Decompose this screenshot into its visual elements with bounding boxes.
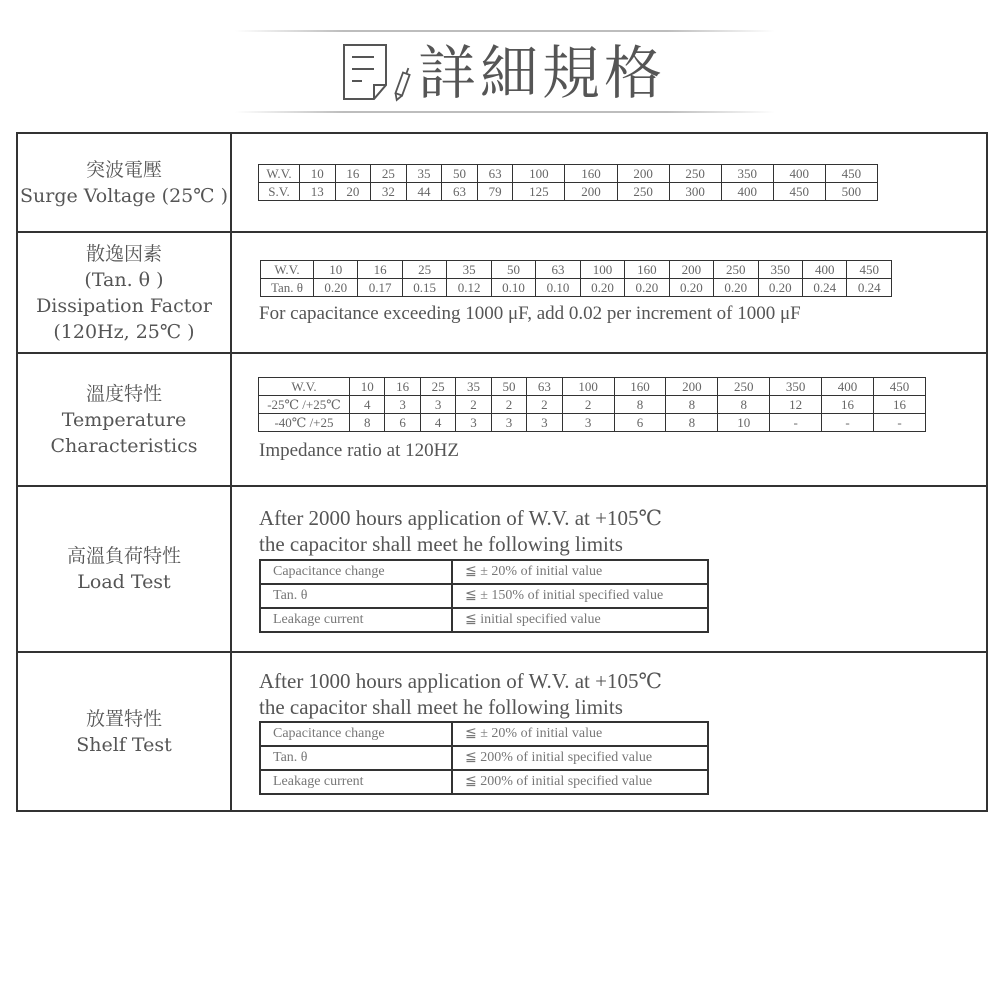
table-cell: 25 [420, 378, 455, 396]
shelf-test-limits-table [259, 721, 709, 795]
limit-row [260, 770, 708, 794]
table-cell: 0.20 [314, 279, 358, 297]
table-row [259, 378, 926, 396]
table-cell: 400 [802, 261, 846, 279]
table-cell: 0.20 [580, 279, 624, 297]
table-cell: 450 [873, 378, 925, 396]
table-cell: 50 [491, 261, 535, 279]
table-cell: 2 [456, 396, 491, 414]
table-cell: 63 [527, 378, 562, 396]
label-zh: 放置特性 [85, 707, 162, 730]
load-test-label [18, 487, 232, 651]
table-cell: 79 [477, 183, 513, 201]
table-cell: 100 [513, 165, 565, 183]
table-cell: 63 [442, 183, 478, 201]
table-cell: 63 [536, 261, 580, 279]
load-test-content [232, 487, 986, 651]
shelf-test-content [232, 653, 986, 810]
label-en: Shelf Test [76, 733, 172, 756]
table-cell: 300 [669, 183, 721, 201]
label-condition: (120Hz, 25℃ ) [53, 320, 195, 343]
table-cell: 400 [822, 378, 874, 396]
label-en: Dissipation Factor [36, 294, 212, 317]
label-tan: (Tan. θ ) [84, 268, 164, 291]
table-cell: 35 [456, 378, 491, 396]
table-cell: 100 [580, 261, 624, 279]
temperature-content [232, 354, 986, 485]
table-cell: 16 [873, 396, 925, 414]
page-header [340, 38, 666, 108]
label-zh: 高溫負荷特性 [66, 545, 181, 567]
page-title: 詳細規格 [418, 39, 667, 107]
limit-item: Leakage current [260, 608, 452, 632]
table-cell: 3 [385, 396, 420, 414]
table-cell: 35 [447, 261, 491, 279]
row-surge-voltage [18, 134, 986, 233]
table-cell: 0.10 [536, 279, 580, 297]
row-load-test [18, 487, 986, 653]
table-cell: 2 [491, 396, 526, 414]
table-cell: 400 [721, 183, 773, 201]
table-cell: 0.20 [669, 279, 713, 297]
table-cell: 250 [617, 183, 669, 201]
table-cell: 16 [822, 396, 874, 414]
table-cell: 0.24 [802, 279, 846, 297]
row-header: -25℃ /+25℃ [259, 396, 350, 414]
limit-value: ≦ 200% of initial specified value [452, 770, 708, 794]
table-cell: 3 [456, 414, 491, 432]
table-cell: 16 [358, 261, 402, 279]
limit-item: Tan. θ [260, 746, 452, 770]
table-cell: 32 [371, 183, 407, 201]
table-cell: 10 [314, 261, 358, 279]
table-cell: 2 [527, 396, 562, 414]
spec-table [16, 132, 988, 812]
temperature-label [18, 354, 232, 485]
limit-item: Capacitance change [260, 722, 452, 746]
table-cell: 50 [442, 165, 478, 183]
header-divider-top [235, 30, 775, 32]
table-cell: 4 [350, 396, 385, 414]
table-cell: 250 [718, 378, 770, 396]
limit-row [260, 746, 708, 770]
table-cell: 8 [718, 396, 770, 414]
table-cell: 3 [420, 396, 455, 414]
surge-voltage-content [232, 134, 986, 231]
limit-row [260, 608, 708, 632]
row-dissipation-factor [18, 233, 986, 354]
load-test-line2: the capacitor shall meet he following limits [259, 532, 623, 556]
row-header: W.V. [259, 165, 300, 183]
table-cell: 350 [721, 165, 773, 183]
table-cell: 3 [491, 414, 526, 432]
surge-voltage-table [258, 164, 878, 201]
table-cell: 100 [562, 378, 614, 396]
table-cell: 0.20 [714, 279, 758, 297]
table-cell: 10 [350, 378, 385, 396]
table-cell: 25 [402, 261, 446, 279]
table-cell: 160 [614, 378, 666, 396]
row-shelf-test [18, 653, 986, 810]
table-cell: 10 [718, 414, 770, 432]
table-cell: 63 [477, 165, 513, 183]
table-cell: 6 [614, 414, 666, 432]
table-row [259, 396, 926, 414]
limit-value: ≦ ± 150% of initial specified value [452, 584, 708, 608]
limit-row [260, 722, 708, 746]
load-test-limits-table [259, 559, 709, 633]
row-header: S.V. [259, 183, 300, 201]
label-en-2: Characteristics [50, 434, 198, 457]
dissipation-content [232, 233, 986, 352]
row-temperature-characteristics [18, 354, 986, 487]
table-cell: 8 [666, 414, 718, 432]
temperature-table [258, 377, 926, 432]
table-cell: 450 [825, 165, 877, 183]
row-header: W.V. [261, 261, 314, 279]
table-cell: 50 [491, 378, 526, 396]
table-cell: 3 [562, 414, 614, 432]
table-row [259, 183, 878, 201]
table-cell: 125 [513, 183, 565, 201]
table-cell: 500 [825, 183, 877, 201]
label-zh: 突波電壓 [85, 158, 162, 181]
table-cell: 0.20 [758, 279, 802, 297]
label-en: Load Test [77, 571, 171, 593]
table-row [259, 165, 878, 183]
temperature-note: Impedance ratio at 120HZ [259, 440, 459, 461]
table-cell: 8 [614, 396, 666, 414]
table-cell: 200 [617, 165, 669, 183]
limit-item: Tan. θ [260, 584, 452, 608]
table-cell: 8 [666, 396, 718, 414]
table-cell: 250 [714, 261, 758, 279]
table-cell: 0.12 [447, 279, 491, 297]
table-cell: 350 [758, 261, 802, 279]
table-cell: 13 [300, 183, 336, 201]
table-cell: 450 [773, 183, 825, 201]
table-cell: 200 [669, 261, 713, 279]
label-zh: 溫度特性 [85, 382, 162, 405]
table-cell: 20 [335, 183, 371, 201]
table-cell: 400 [773, 165, 825, 183]
table-row [261, 279, 892, 297]
table-cell: 160 [565, 165, 617, 183]
table-cell: 0.15 [402, 279, 446, 297]
table-cell: 44 [406, 183, 442, 201]
shelf-test-line1: After 1000 hours application of W.V. at +105℃ [259, 669, 662, 693]
limit-row [260, 560, 708, 584]
table-cell: 4 [420, 414, 455, 432]
table-cell: 200 [666, 378, 718, 396]
dissipation-note: For capacitance exceeding 1000 μF, add 0.02 per increment of 1000 μF [259, 303, 801, 324]
limit-value: ≦ ± 20% of initial value [452, 560, 708, 584]
table-cell: 200 [565, 183, 617, 201]
limit-item: Leakage current [260, 770, 452, 794]
table-row [259, 414, 926, 432]
table-cell: 0.10 [491, 279, 535, 297]
table-cell: 250 [669, 165, 721, 183]
table-cell: 16 [385, 378, 420, 396]
table-cell: 2 [562, 396, 614, 414]
row-header: Tan. θ [261, 279, 314, 297]
table-row [261, 261, 892, 279]
label-en: Temperature [61, 408, 187, 431]
dissipation-label [18, 233, 232, 352]
row-header: -40℃ /+25 [259, 414, 350, 432]
shelf-test-label [18, 653, 232, 810]
limit-row [260, 584, 708, 608]
table-cell: 16 [335, 165, 371, 183]
table-cell: 0.24 [847, 279, 892, 297]
header-divider-bottom [235, 111, 775, 113]
label-zh: 散逸因素 [85, 242, 162, 265]
table-cell: 35 [406, 165, 442, 183]
shelf-test-line2: the capacitor shall meet he following limits [259, 695, 623, 719]
table-cell: 10 [300, 165, 336, 183]
table-cell: 3 [527, 414, 562, 432]
limit-value: ≦ ± 20% of initial value [452, 722, 708, 746]
table-cell: 6 [385, 414, 420, 432]
table-cell: - [822, 414, 874, 432]
table-cell: 350 [770, 378, 822, 396]
row-header: W.V. [259, 378, 350, 396]
load-test-line1: After 2000 hours application of W.V. at +105℃ [259, 506, 662, 530]
surge-voltage-label [18, 134, 232, 231]
limit-value: ≦ initial specified value [452, 608, 708, 632]
document-pen-icon [340, 41, 414, 105]
dissipation-table [260, 260, 892, 297]
table-cell: 0.20 [625, 279, 669, 297]
table-cell: 25 [371, 165, 407, 183]
table-cell: 0.17 [358, 279, 402, 297]
limit-item: Capacitance change [260, 560, 452, 584]
table-cell: - [770, 414, 822, 432]
table-cell: 450 [847, 261, 892, 279]
label-en: Surge Voltage (25℃ ) [20, 184, 228, 207]
table-cell: 160 [625, 261, 669, 279]
table-cell: 8 [350, 414, 385, 432]
table-cell: - [873, 414, 925, 432]
limit-value: ≦ 200% of initial specified value [452, 746, 708, 770]
table-cell: 12 [770, 396, 822, 414]
